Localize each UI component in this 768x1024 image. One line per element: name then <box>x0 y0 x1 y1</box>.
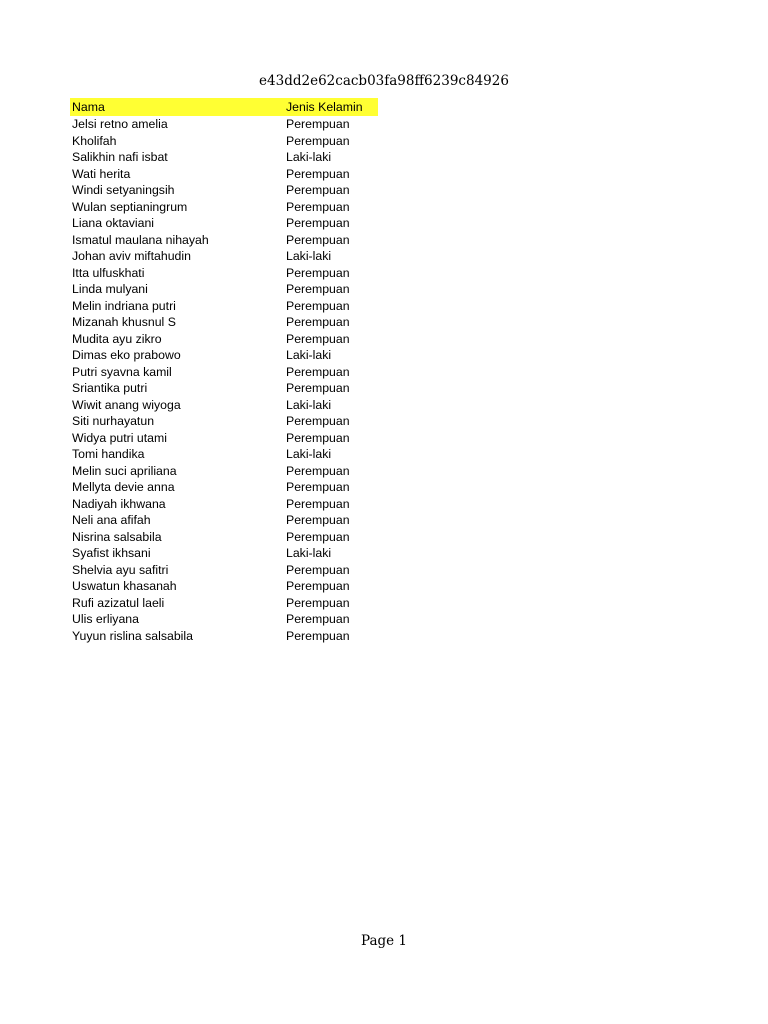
gender-cell: Perempuan <box>286 496 350 511</box>
table-row <box>70 199 378 216</box>
gender-cell: Perempuan <box>286 579 350 594</box>
table-row <box>70 562 378 579</box>
table-row <box>70 182 378 199</box>
table-row <box>70 397 378 414</box>
gender-cell: Laki-laki <box>286 447 332 462</box>
name-cell: Wati herita <box>72 166 131 181</box>
gender-cell: Perempuan <box>286 315 350 330</box>
gender-cell: Perempuan <box>286 183 350 198</box>
name-cell: Syafist ikhsani <box>72 546 151 561</box>
table-row <box>70 446 378 463</box>
name-cell: Sriantika putri <box>72 381 148 396</box>
name-cell: Kholifah <box>72 133 117 148</box>
name-cell: Salikhin nafi isbat <box>72 150 168 165</box>
column-header-jenis-kelamin: Jenis Kelamin <box>286 100 363 114</box>
table-row <box>70 248 378 265</box>
table-row <box>70 298 378 315</box>
name-cell: Melin suci apriliana <box>72 463 177 478</box>
table-row <box>70 149 378 166</box>
table-row <box>70 545 378 562</box>
table-row <box>70 463 378 480</box>
name-cell: Windi setyaningsih <box>72 183 175 198</box>
column-header-nama: Nama <box>72 100 105 114</box>
name-cell: Itta ulfuskhati <box>72 265 145 280</box>
gender-cell: Perempuan <box>286 331 350 346</box>
gender-cell: Perempuan <box>286 595 350 610</box>
table-row <box>70 595 378 612</box>
gender-cell: Laki-laki <box>286 397 332 412</box>
gender-cell: Perempuan <box>286 463 350 478</box>
name-cell: Dimas eko prabowo <box>72 348 181 363</box>
table-row <box>70 265 378 282</box>
table-row <box>70 166 378 183</box>
name-cell: Mellyta devie anna <box>72 480 175 495</box>
table-body <box>70 116 378 644</box>
name-cell: Uswatun khasanah <box>72 579 177 594</box>
gender-cell: Perempuan <box>286 282 350 297</box>
spreadsheet-table <box>70 98 378 644</box>
gender-cell: Perempuan <box>286 199 350 214</box>
table-row <box>70 133 378 150</box>
table-row <box>70 479 378 496</box>
gender-cell: Perempuan <box>286 265 350 280</box>
gender-cell: Perempuan <box>286 430 350 445</box>
table-row <box>70 380 378 397</box>
name-cell: Ismatul maulana nihayah <box>72 232 209 247</box>
table-row <box>70 232 378 249</box>
gender-cell: Perempuan <box>286 529 350 544</box>
table-row <box>70 529 378 546</box>
name-cell: Jelsi retno amelia <box>72 117 168 132</box>
name-cell: Yuyun rislina salsabila <box>72 628 193 643</box>
name-cell: Neli ana afifah <box>72 513 151 528</box>
table-row <box>70 430 378 447</box>
name-cell: Widya putri utami <box>72 430 167 445</box>
gender-cell: Laki-laki <box>286 150 332 165</box>
name-cell: Tomi handika <box>72 447 145 462</box>
gender-cell: Perempuan <box>286 513 350 528</box>
name-cell: Johan aviv miftahudin <box>72 249 191 264</box>
name-cell: Nisrina salsabila <box>72 529 162 544</box>
gender-cell: Perempuan <box>286 298 350 313</box>
name-cell: Wiwit anang wiyoga <box>72 397 181 412</box>
name-cell: Ulis erliyana <box>72 612 139 627</box>
table-row <box>70 281 378 298</box>
gender-cell: Perempuan <box>286 612 350 627</box>
name-cell: Melin indriana putri <box>72 298 176 313</box>
gender-cell: Perempuan <box>286 364 350 379</box>
gender-cell: Laki-laki <box>286 348 332 363</box>
page-number: Page 1 <box>360 933 408 949</box>
table-row <box>70 314 378 331</box>
table-row <box>70 578 378 595</box>
table-row <box>70 413 378 430</box>
gender-cell: Perempuan <box>286 232 350 247</box>
table-row <box>70 364 378 381</box>
name-cell: Siti nurhayatun <box>72 414 155 429</box>
name-cell: Wulan septianingrum <box>72 199 188 214</box>
table-row <box>70 215 378 232</box>
table-row <box>70 628 378 645</box>
name-cell: Mizanah khusnul S <box>72 315 176 330</box>
gender-cell: Perempuan <box>286 166 350 181</box>
name-cell: Mudita ayu zikro <box>72 331 162 346</box>
gender-cell: Perempuan <box>286 117 350 132</box>
gender-cell: Laki-laki <box>286 249 332 264</box>
table-row <box>70 116 378 133</box>
table-row <box>70 496 378 513</box>
name-cell: Shelvia ayu safitri <box>72 562 169 577</box>
table-row <box>70 611 378 628</box>
gender-cell: Perempuan <box>286 562 350 577</box>
table-row <box>70 347 378 364</box>
name-cell: Linda mulyani <box>72 282 148 297</box>
table-row <box>70 512 378 529</box>
gender-cell: Perempuan <box>286 414 350 429</box>
name-cell: Rufi azizatul laeli <box>72 595 165 610</box>
table-row <box>70 331 378 348</box>
document-title: e43dd2e62cacb03fa98ff6239c84926 <box>259 73 509 89</box>
gender-cell: Perempuan <box>286 133 350 148</box>
gender-cell: Perempuan <box>286 480 350 495</box>
gender-cell: Laki-laki <box>286 546 332 561</box>
gender-cell: Perempuan <box>286 381 350 396</box>
table-header-row <box>70 98 378 116</box>
name-cell: Liana oktaviani <box>72 216 155 231</box>
name-cell: Nadiyah ikhwana <box>72 496 166 511</box>
gender-cell: Perempuan <box>286 628 350 643</box>
gender-cell: Perempuan <box>286 216 350 231</box>
name-cell: Putri syavna kamil <box>72 364 172 379</box>
